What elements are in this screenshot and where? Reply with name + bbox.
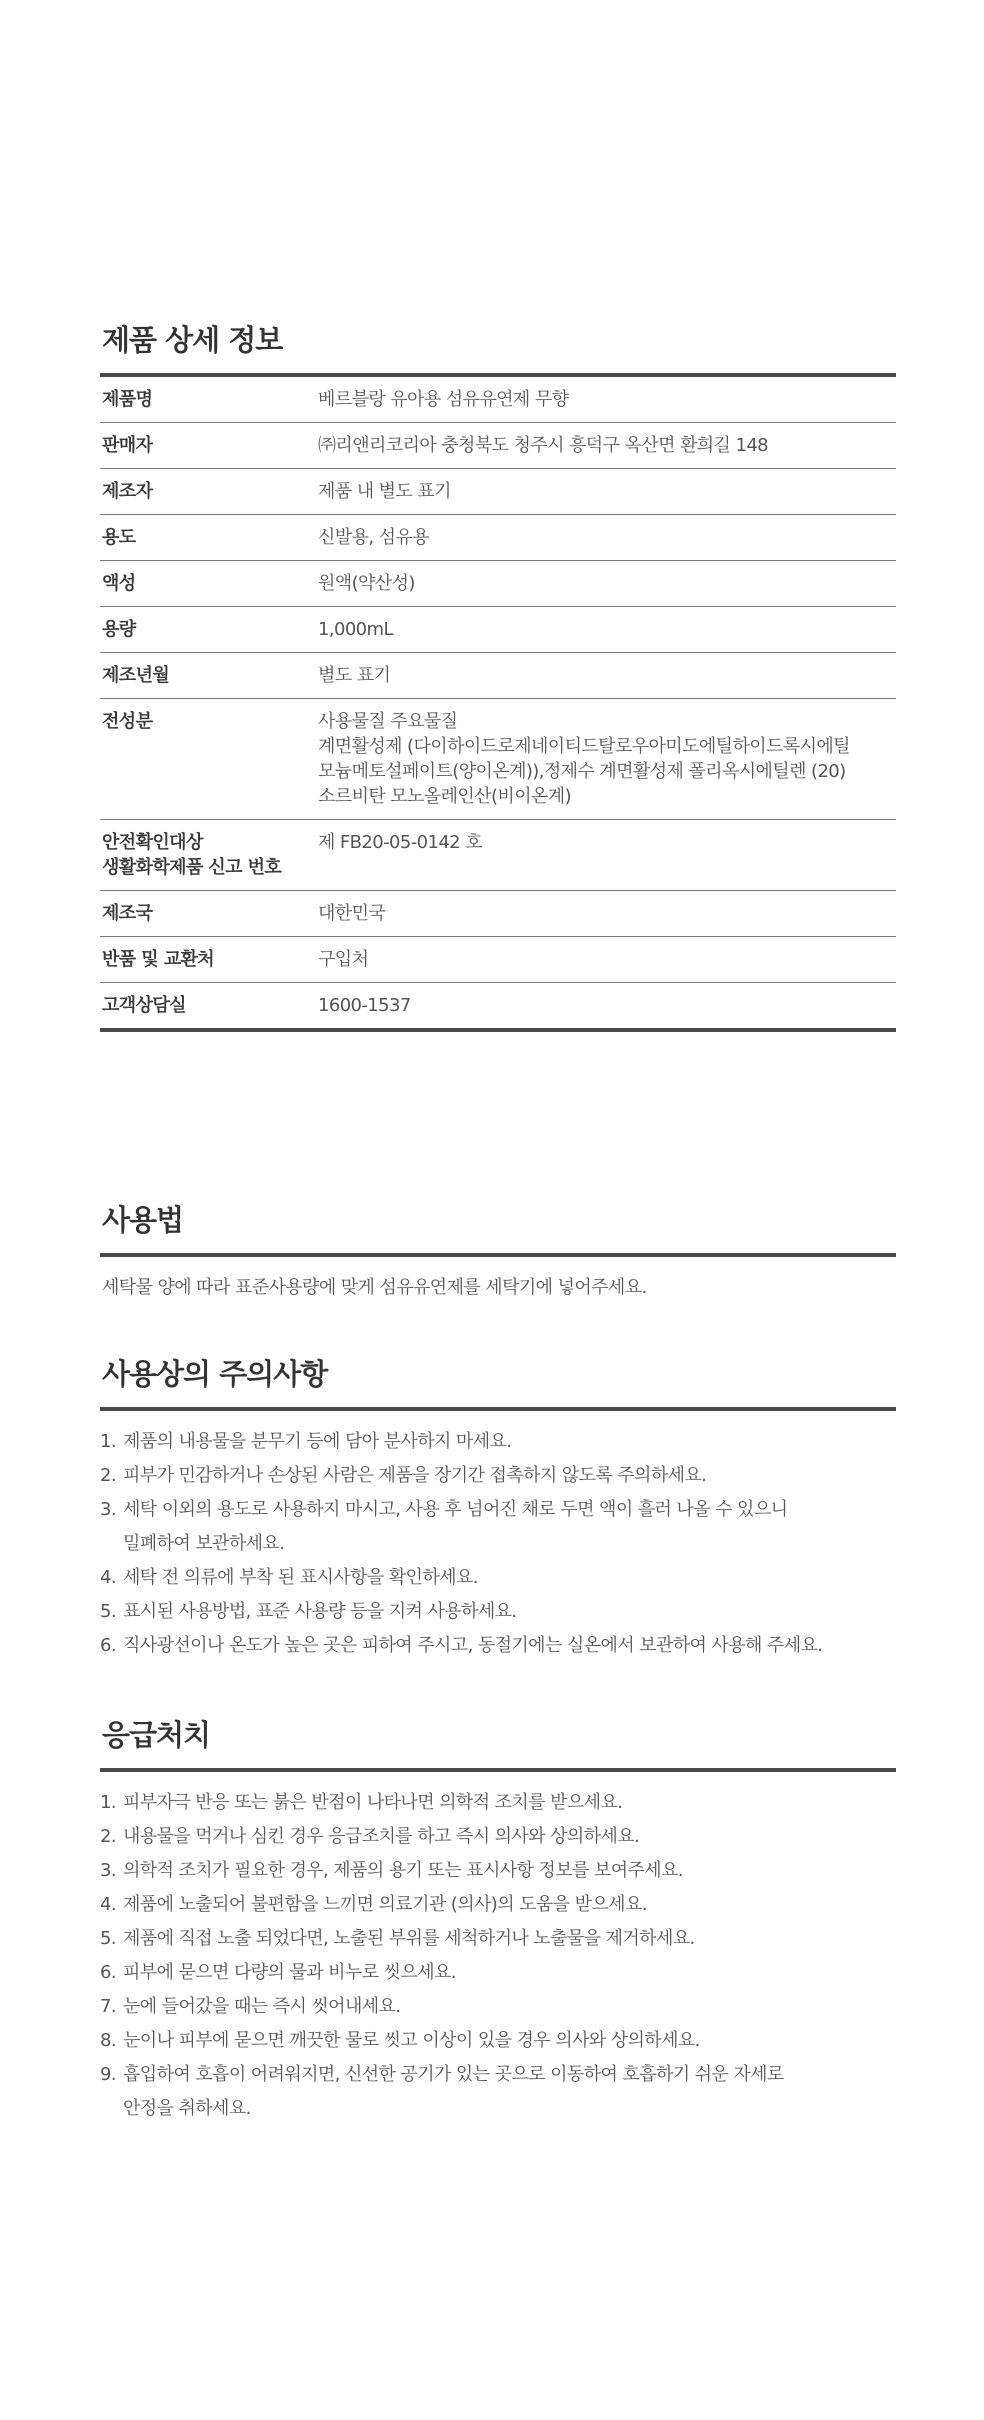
usage-section [100,1198,896,1315]
list-item-number: 2. [100,1465,116,1486]
spec-row [100,469,896,515]
list-item-text: 의학적 조치가 필요한 경우, 제품의 용기 또는 표시사항 정보를 보여주세요. [123,1860,683,1881]
list-item-text: 제품에 직접 노출 되었다면, 노출된 부위를 세척하거나 노출물을 제거하세요. [123,1928,695,1949]
list-item [100,1595,896,1629]
spec-key: 제조년월 [100,653,318,699]
list-item [100,1629,896,1663]
spec-key: 전성분 [100,699,318,820]
spec-key: 용도 [100,515,318,561]
spec-value [318,515,896,561]
spec-key: 반품 및 교환처 [100,937,318,983]
spec-value-line: ㈜리앤리코리아 충청북도 청주시 흥덕구 옥산면 환희길 148 [318,435,769,456]
list-item-text: 안정을 취하세요. [123,2098,251,2119]
spec-row [100,983,896,1031]
product-spec-section [100,318,896,1032]
spec-value [318,983,896,1031]
list-item [100,1459,896,1493]
spec-row [100,423,896,469]
product-spec-table [100,377,896,1032]
spec-value [318,377,896,423]
spec-row [100,820,896,891]
list-item-text: 제품의 내용물을 분무기 등에 담아 분사하지 마세요. [123,1431,512,1452]
list-item-text: 내용물을 먹거나 심킨 경우 응급조치를 하고 즉시 의사와 상의하세요. [123,1826,640,1847]
spec-row [100,699,896,820]
list-item [100,1425,896,1459]
spec-row [100,515,896,561]
list-item-text: 눈이나 피부에 묻으면 깨끗한 물로 씻고 이상이 있을 경우 의사와 상의하세요. [123,2030,700,2051]
spec-value-line: 제품 내 별도 표기 [318,481,451,502]
spec-value [318,561,896,607]
spec-value [318,699,896,820]
list-item [100,1888,896,1922]
spec-value [318,469,896,515]
list-item [100,2024,896,2058]
caution-section [100,1352,896,1663]
list-item-number: 3. [100,1860,116,1881]
caution-title: 사용상의 주의사항 [100,1352,896,1411]
spec-value-line: 1,000mL [318,619,393,640]
list-item-text: 세탁 이외의 용도로 사용하지 마시고, 사용 후 넘어진 채로 두면 액이 흘러 나올 수 있으니 [123,1499,788,1520]
spec-value [318,937,896,983]
first-aid-section [100,1713,896,2126]
spec-row [100,653,896,699]
spec-key: 제조자 [100,469,318,515]
spec-value [318,820,896,891]
spec-key: 용량 [100,607,318,653]
spec-key: 고객상담실 [102,995,186,1016]
list-item [100,1922,896,1956]
spec-key: 판매자 [100,423,318,469]
list-item-number: 7. [100,1996,116,2017]
spec-value-line: 1600-1537 [318,995,411,1016]
list-item [100,1990,896,2024]
list-item-text: 눈에 들어갔을 때는 즉시 씻어내세요. [123,1996,401,2017]
list-item-text: 세탁 전 의류에 부착 된 표시사항을 확인하세요. [123,1567,478,1588]
spec-value-line: 원액(약산성) [318,573,415,594]
spec-value [318,423,896,469]
list-item-number: 4. [100,1567,116,1588]
list-item-number: 5. [100,1928,116,1949]
list-item [100,1956,896,1990]
spec-value-line: 모늄메토설페이트(양이온계)),정제수 계면활성제 폴리옥시에틸렌 (20) [318,761,846,782]
spec-value-line: 계면활성제 (다이하이드로제네이티드탈로우아미도에틸하이드록시에틸 [318,736,850,757]
spec-value-line: 소르비탄 모노올레인산(비이온계) [318,786,571,807]
list-item-number: 2. [100,1826,116,1847]
list-item [100,1820,896,1854]
list-item-number: 1. [100,1792,116,1813]
list-item-number: 8. [100,2030,116,2051]
spec-value [318,607,896,653]
first-aid-list [100,1772,896,2126]
list-item-text: 제품에 노출되어 불편함을 느끼면 의료기관 (의사)의 도움을 받으세요. [123,1894,647,1915]
list-item-text: 밀폐하여 보관하세요. [123,1533,285,1554]
spec-value-line: 신발용, 섬유용 [318,527,429,548]
list-item [100,2058,896,2126]
list-item-text: 흡입하여 호흡이 어려워지면, 신선한 공기가 있는 곳으로 이동하여 호흡하기 쉬운 자세로 [123,2064,784,2085]
list-item [100,1561,896,1595]
spec-value-line: 사용물질 주요물질 [318,711,458,732]
list-item-number: 3. [100,1499,116,1520]
product-spec-title: 제품 상세 정보 [100,318,896,377]
list-item-text: 피부에 묻으면 다량의 물과 비누로 씻으세요. [123,1962,456,1983]
usage-text: 세탁물 양에 따라 표준사용량에 맞게 섬유유연제를 세탁기에 넣어주세요. [102,1277,647,1298]
spec-value-line: 제 FB20-05-0142 호 [318,832,482,853]
spec-value-line: 베르블랑 유아용 섬유유연제 무향 [318,389,569,410]
list-item [100,1854,896,1888]
first-aid-title: 응급처치 [100,1713,896,1772]
list-item-text: 직사광선이나 온도가 높은 곳은 피하여 주시고, 동절기에는 실온에서 보관하여 사용해 주세요. [123,1635,823,1656]
spec-row [100,377,896,423]
spec-key: 제조국 [100,891,318,937]
list-item-text: 표시된 사용방법, 표준 사용량 등을 지켜 사용하세요. [123,1601,517,1622]
spec-row [100,607,896,653]
spec-row [100,937,896,983]
list-item [100,1786,896,1820]
spec-value-line: 별도 표기 [318,665,391,686]
usage-title: 사용법 [100,1198,896,1257]
list-item-number: 9. [100,2064,116,2085]
list-item-number: 5. [100,1601,116,1622]
spec-key: 안전확인대상 생활화학제품 신고 번호 [100,820,318,891]
list-item-number: 6. [100,1962,116,1983]
spec-row [100,891,896,937]
list-item-number: 6. [100,1635,116,1656]
spec-value-line: 구입처 [318,949,369,970]
spec-value-line: 대한민국 [318,903,386,924]
spec-row [100,561,896,607]
spec-key: 제품명 [100,377,318,423]
list-item [100,1493,896,1561]
spec-key: 액성 [100,561,318,607]
list-item-text: 피부가 민감하거나 손상된 사람은 제품을 장기간 접촉하지 않도록 주의하세요. [123,1465,707,1486]
spec-value [318,891,896,937]
spec-value [318,653,896,699]
list-item-number: 4. [100,1894,116,1915]
caution-list [100,1411,896,1663]
list-item-number: 1. [100,1431,116,1452]
list-item-text: 피부자극 반응 또는 붉은 반점이 나타나면 의학적 조치를 받으세요. [123,1792,623,1813]
